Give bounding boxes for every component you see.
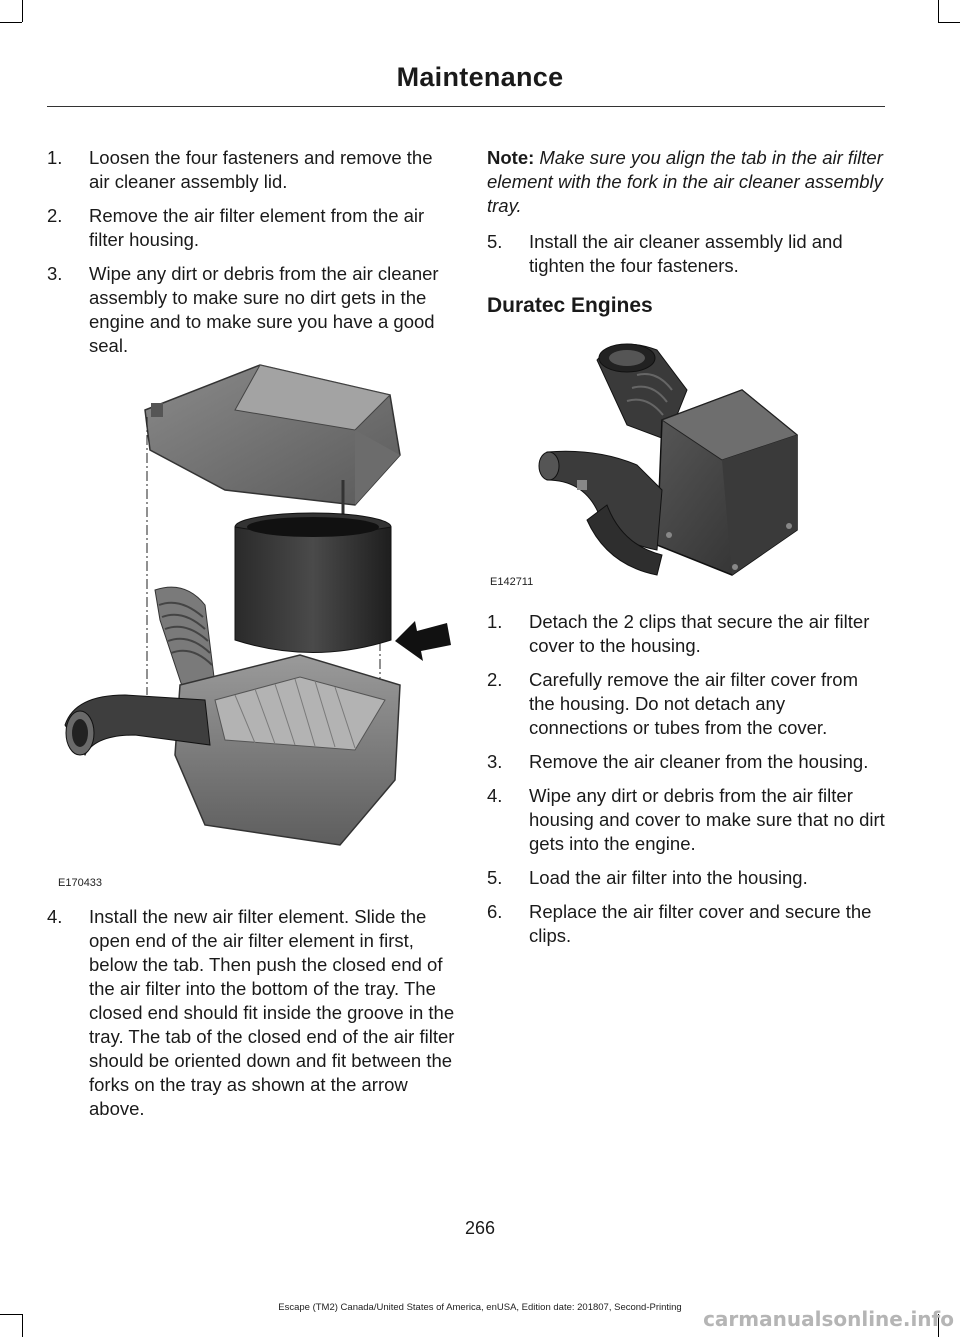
step-number: 4. xyxy=(47,906,63,927)
figure-code: E170433 xyxy=(58,877,103,889)
step-number: 5. xyxy=(487,867,503,888)
step-text: Remove the air filter element from the air filter housing. xyxy=(89,205,425,250)
step-number: 3. xyxy=(47,263,63,284)
crop-mark xyxy=(22,0,23,22)
step-number: 1. xyxy=(487,611,503,632)
step-list xyxy=(47,905,455,1121)
section-heading: Duratec Engines xyxy=(487,294,653,317)
list-item xyxy=(487,900,885,948)
list-item xyxy=(47,146,455,194)
step-number: 2. xyxy=(47,205,63,226)
duratec-air-cleaner-figure xyxy=(487,330,885,592)
crop-mark xyxy=(938,0,939,22)
step-text: Wipe any dirt or debris from the air filter housing and cover to make sure that no dirt gets into the engine. xyxy=(529,785,885,854)
list-item xyxy=(47,204,455,252)
step-number: 2. xyxy=(487,669,503,690)
crop-mark xyxy=(0,22,22,23)
list-item xyxy=(487,230,885,278)
step-list xyxy=(487,610,885,948)
list-item xyxy=(487,784,885,856)
step-text: Loosen the four fasteners and remove the air cleaner assembly lid. xyxy=(89,147,433,192)
right-column xyxy=(487,146,885,318)
list-item xyxy=(487,866,885,890)
step-number: 5. xyxy=(487,231,503,252)
step-number: 3. xyxy=(487,751,503,772)
duratec-air-cleaner-illustration xyxy=(487,330,885,592)
step-text: Install the air cleaner assembly lid and tighten the four fasteners. xyxy=(529,231,843,276)
list-item xyxy=(47,262,455,358)
step-text: Detach the 2 clips that secure the air filter cover to the housing. xyxy=(529,611,870,656)
page-title: Maintenance xyxy=(396,62,564,92)
crop-mark xyxy=(22,1314,23,1337)
step-list xyxy=(47,146,455,358)
crop-mark xyxy=(0,1314,22,1315)
note xyxy=(487,146,885,218)
left-column-lower xyxy=(47,905,455,1131)
step-text: Load the air filter into the housing. xyxy=(529,867,808,888)
air-cleaner-illustration xyxy=(55,355,455,895)
air-cleaner-exploded-figure xyxy=(55,355,455,895)
note-text: Make sure you align the tab in the air filter element with the fork in the air cleaner assembly tray. xyxy=(487,147,883,216)
footer-edition: Escape (TM2) Canada/United States of America, enUSA, Edition date: 201807, Second-Printing xyxy=(278,1302,682,1313)
step-number: 4. xyxy=(487,785,503,806)
step-text: Remove the air cleaner from the housing. xyxy=(529,751,869,772)
figure-code: E142711 xyxy=(490,576,534,588)
step-text: Carefully remove the air filter cover from the housing. Do not detach any connections or tubes from the cover. xyxy=(529,669,858,738)
header-divider xyxy=(47,106,885,107)
list-item xyxy=(487,750,885,774)
step-text: Wipe any dirt or debris from the air cleaner assembly to make sure no dirt gets in the engine and to make sure you have a good seal. xyxy=(89,263,439,356)
note-label: Note: xyxy=(487,147,535,168)
step-text: Replace the air filter cover and secure the clips. xyxy=(529,901,872,946)
right-column-lower xyxy=(487,610,885,958)
crop-mark xyxy=(938,22,960,23)
list-item xyxy=(487,668,885,740)
step-text: Install the new air filter element. Slide the open end of the air filter element in first, below the tab. Then push the closed end of the air filter into the bottom of the tray. The closed end should fit inside the groove in the tray. The tab of the closed end of the air filter should be oriented down and fit between the forks on the tray as shown at the arrow above. xyxy=(89,906,455,1119)
step-number: 1. xyxy=(47,147,63,168)
step-number: 6. xyxy=(487,901,503,922)
page-number: 266 xyxy=(464,1218,496,1238)
list-item xyxy=(47,905,455,1121)
watermark-link[interactable]: carmanualsonline.info xyxy=(703,1306,954,1331)
step-list xyxy=(487,230,885,278)
left-column xyxy=(47,146,455,368)
list-item xyxy=(487,610,885,658)
